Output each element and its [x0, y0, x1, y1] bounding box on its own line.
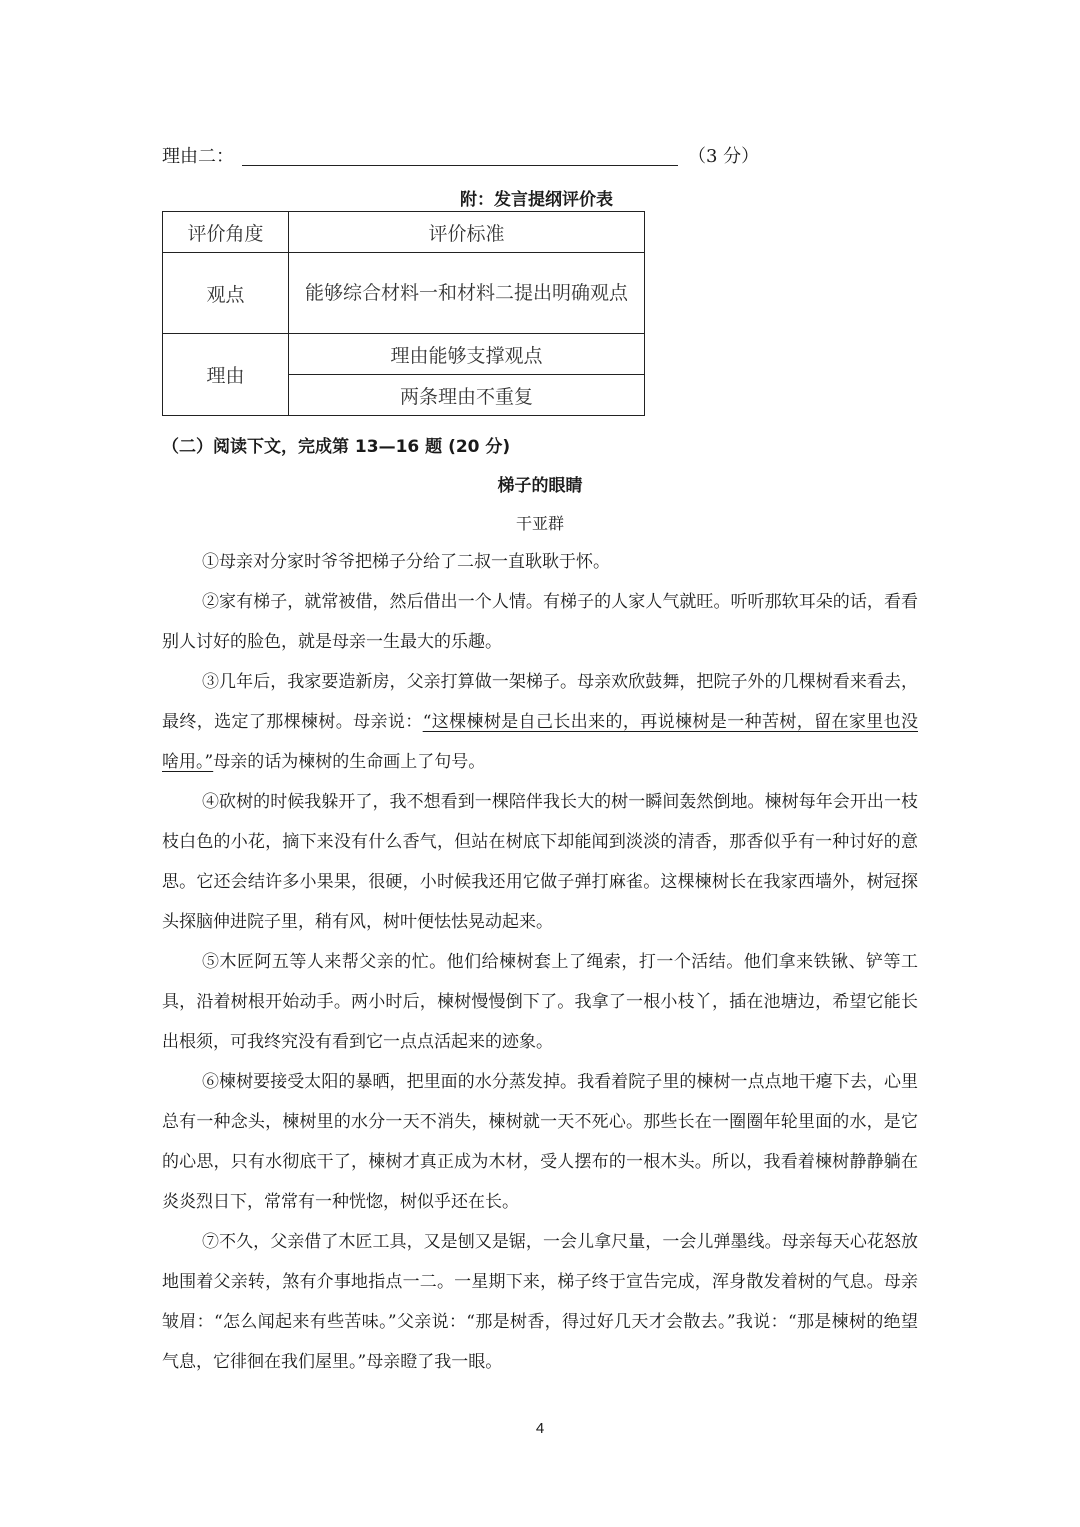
- evaluation-table: [162, 211, 645, 416]
- paragraph-7: ⑦不久，父亲借了木匠工具，又是刨又是锯，一会儿拿尺量，一会儿弹墨线。母亲每天心花怒放地围着父亲转，煞有介事地指点一二。一星期下来，梯子终于宣告完成，浑身散发着树的气息。母亲皱眉：“怎么闻起来有些苦味。”父亲说：“那是树香，得过好几天才会散去。”我说：“那是楝树的绝望气息，它徘徊在我们屋里。”母亲瞪了我一眼。: [162, 1232, 918, 1372]
- table-header-row: [163, 212, 645, 253]
- reason2-answer-blank[interactable]: [242, 145, 678, 166]
- paragraph-6: ⑥楝树要接受太阳的暴晒，把里面的水分蒸发掉。我看着院子里的楝树一点点地干瘪下去，心里总有一种念头，楝树里的水分一天不消失，楝树就一天不死心。那些长在一圈圈年轮里面的水，是它的心思，只有水彻底干了，楝树才真正成为木材，受人摆布的一根木头。所以，我看着楝树静静躺在炎炎烈日下，常常有一种恍惚，树似乎还在长。: [162, 1072, 918, 1212]
- criterion-view: 能够综合材料一和材料二提出明确观点: [289, 253, 645, 334]
- paragraph-3: [162, 662, 918, 782]
- header-criterion: 评价标准: [289, 212, 645, 253]
- paragraph-4: ④砍树的时候我躲开了，我不想看到一棵陪伴我长大的树一瞬间轰然倒地。楝树每年会开出一枝枝白色的小花，摘下来没有什么香气，但站在树底下却能闻到淡淡的清香，那香似乎有一种讨好的意思。它还会结许多小果果，很硬，小时候我还用它做子弹打麻雀。这棵楝树长在我家西墙外，树冠探头探脑伸进院子里，稍有风，树叶便怯怯晃动起来。: [162, 792, 918, 932]
- paragraph-2: ②家有梯子，就常被借，然后借出一个人情。有梯子的人家人气就旺。听听那软耳朵的话，看看别人讨好的脸色，就是母亲一生最大的乐趣。: [162, 592, 918, 652]
- reason2-label: 理由二：: [162, 146, 234, 167]
- table-row-view: [163, 253, 645, 334]
- page-number: 4: [535, 1420, 545, 1437]
- section-heading: （二）阅读下文，完成第 13—16 题 (20 分): [162, 437, 511, 457]
- article-title: 梯子的眼睛: [497, 476, 583, 496]
- article-author: 干亚群: [515, 514, 564, 533]
- paragraph-3-underlined-quote: “这棵楝树是自己长出来的，再说楝树是一种苦树，留在家里也没啥用。”: [162, 712, 918, 772]
- criterion-reason-1: 理由能够支撑观点: [289, 334, 645, 375]
- angle-view: 观点: [163, 253, 289, 334]
- paragraph-5: ⑤木匠阿五等人来帮父亲的忙。他们给楝树套上了绳索，打一个活结。他们拿来铁锹、铲等工具，沿着树根开始动手。两小时后，楝树慢慢倒下了。我拿了一根小枝丫，插在池塘边，希望它能长出根须，可我终究没有看到它一点点活起来的迹象。: [162, 952, 918, 1052]
- table-caption: 附：发言提纲评价表: [460, 190, 613, 210]
- paragraph-3-text-b: 母亲的话为楝树的生命画上了句号。: [213, 752, 486, 772]
- header-angle: 评价角度: [163, 212, 289, 253]
- reason2-score: （3 分）: [688, 146, 760, 167]
- criterion-reason-2: 两条理由不重复: [289, 375, 645, 416]
- table-row-reason-1: [163, 334, 645, 375]
- reason2-row: [162, 145, 760, 169]
- paragraph-1: ①母亲对分家时爷爷把梯子分给了二叔一直耿耿于怀。: [202, 552, 610, 572]
- angle-reason: 理由: [163, 334, 289, 416]
- paragraph-3-text-a: ③几年后，我家要造新房，父亲打算做一架梯子。母亲欢欣鼓舞，把院子外的几棵树看来看去，最终，选定了那棵楝树。母亲说：: [162, 672, 918, 732]
